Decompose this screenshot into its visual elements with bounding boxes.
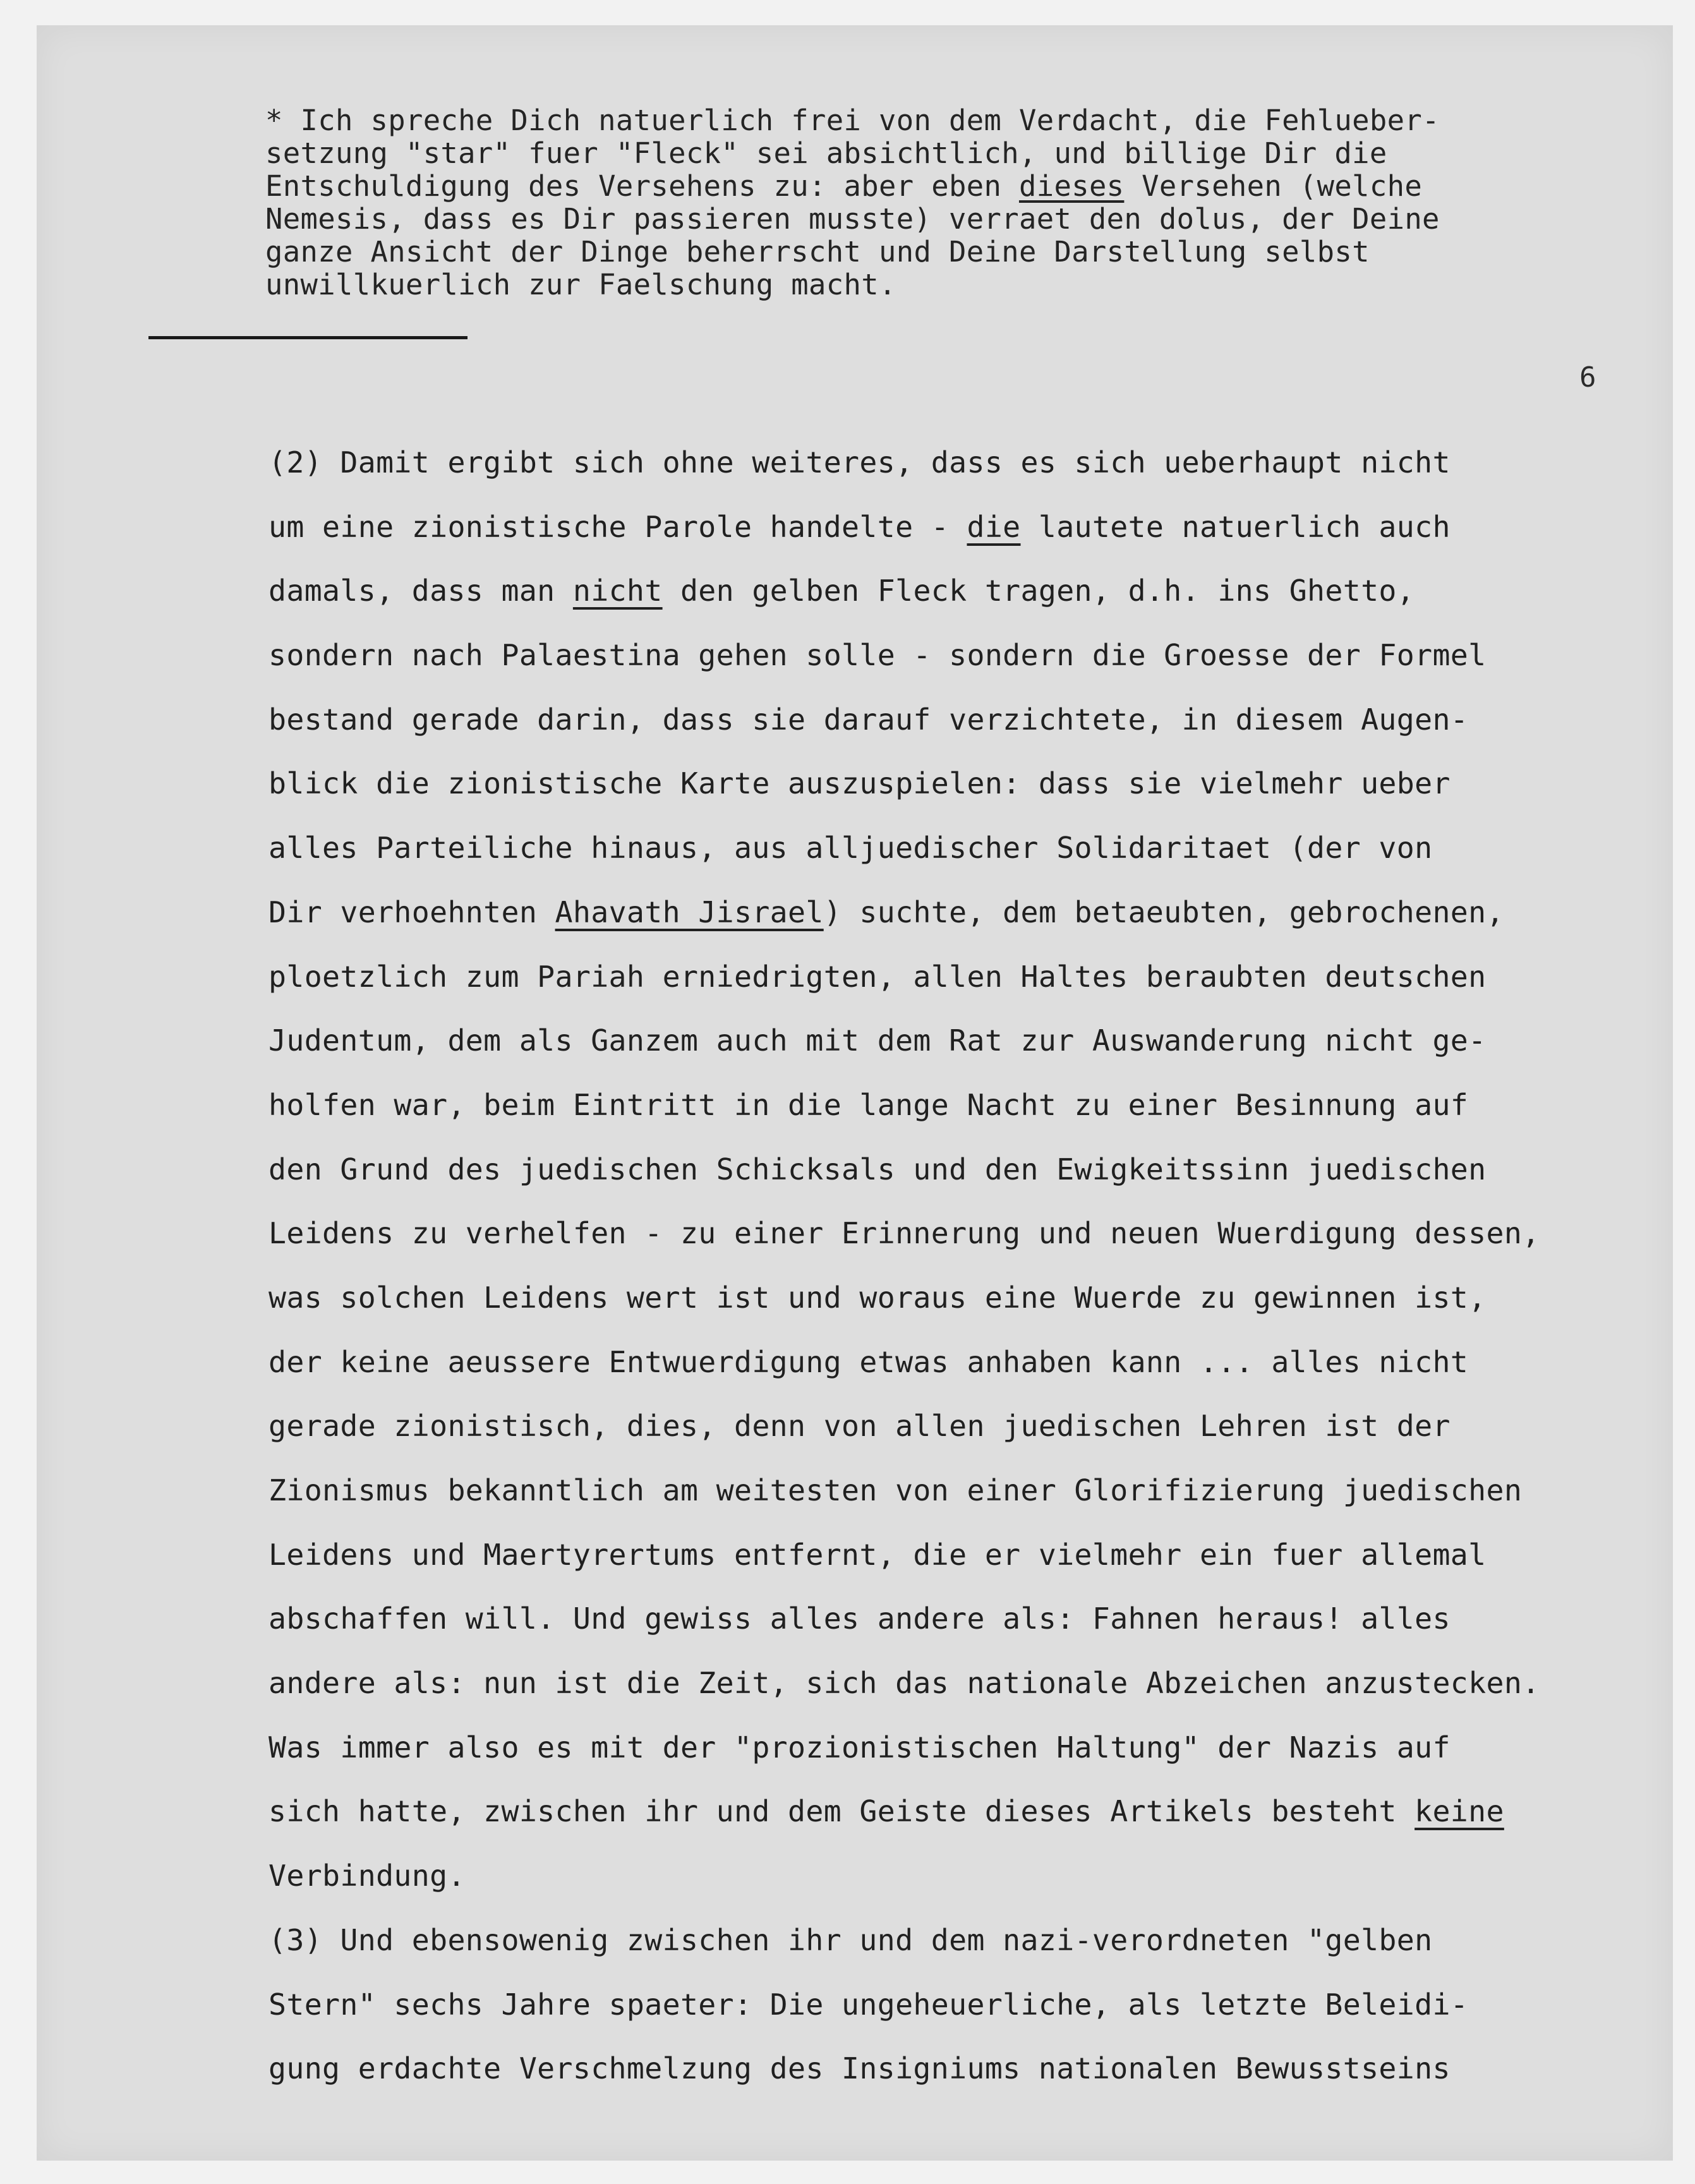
underlined-word: die: [967, 509, 1021, 544]
underlined-word: nicht: [572, 574, 663, 608]
text-run: was solchen Leidens wert ist und woraus eine Wuerde zu gewinnen ist,: [268, 1280, 1487, 1315]
body-line: [268, 1202, 1658, 1266]
text-run: Versehen (welche: [1124, 169, 1423, 203]
text-run: setzung "star" fuer "Fleck" sei absichtlich, und billige Dir die: [265, 136, 1387, 170]
text-run: Stern" sechs Jahre spaeter: Die ungeheuerliche, als letzte Beleidi-: [268, 1987, 1469, 2022]
text-run: holfen war, beim Eintritt in die lange Nacht zu einer Besinnung auf: [268, 1087, 1469, 1122]
footnote: [265, 104, 1643, 301]
text-run: sondern nach Palaestina gehen solle - sondern die Groesse der Formel: [268, 638, 1487, 673]
text-run: Judentum, dem als Ganzem auch mit dem Rat zur Auswanderung nicht ge-: [268, 1023, 1487, 1058]
text-run: ) suchte, dem betaeubten, gebrochenen,: [823, 895, 1504, 929]
body-line: [268, 495, 1658, 560]
body-line: [268, 1716, 1658, 1780]
body-line: [268, 1844, 1658, 1909]
body-line: [268, 881, 1658, 945]
body-line: [268, 1394, 1658, 1459]
text-run: lautete natuerlich auch: [1020, 509, 1451, 544]
footnote-separator-rule: [148, 336, 467, 339]
text-run: gung erdachte Verschmelzung des Insigniums nationalen Bewusstseins: [268, 2051, 1451, 2086]
text-run: der keine aeussere Entwuerdigung etwas anhaben kann ... alles nicht: [268, 1344, 1469, 1379]
body-line: [268, 1909, 1658, 1973]
body-line: [268, 1266, 1658, 1330]
text-run: den gelben Fleck tragen, d.h. ins Ghetto,: [662, 574, 1415, 608]
text-run: gerade zionistisch, dies, denn von allen juedischen Lehren ist der: [268, 1409, 1451, 1444]
body-line: [268, 1138, 1658, 1202]
underlined-word: keine: [1415, 1794, 1504, 1829]
body-line: [268, 945, 1658, 1010]
text-run: Zionismus bekanntlich am weitesten von einer Glorifizierung juedischen: [268, 1473, 1523, 1507]
body-line: [268, 752, 1658, 816]
text-run: den Grund des juedischen Schicksals und den Ewigkeitssinn juedischen: [268, 1152, 1487, 1186]
text-run: blick die zionistische Karte auszuspielen: dass sie vielmehr ueber: [268, 766, 1451, 801]
body-text: [268, 431, 1658, 2101]
footnote-line: [265, 137, 1643, 170]
body-line: [268, 1459, 1658, 1523]
body-line: [268, 2037, 1658, 2101]
text-run: andere als: nun ist die Zeit, sich das nationale Abzeichen anzustecken.: [268, 1666, 1540, 1701]
body-line: [268, 1973, 1658, 2037]
text-run: Dir verhoehnten: [268, 895, 555, 929]
text-run: Leidens zu verhelfen - zu einer Erinnerung und neuen Wuerdigung dessen,: [268, 1216, 1540, 1251]
body-line: [268, 688, 1658, 752]
text-run: bestand gerade darin, dass sie darauf verzichtete, in diesem Augen-: [268, 702, 1469, 737]
body-line: [268, 1651, 1658, 1716]
body-line: [268, 816, 1658, 881]
text-run: (3) Und ebensowenig zwischen ihr und dem nazi-verordneten "gelben: [268, 1922, 1433, 1957]
body-line: [268, 1587, 1658, 1651]
body-line: [268, 1009, 1658, 1073]
text-run: Entschuldigung des Versehens zu: aber eben: [265, 169, 1019, 203]
footnote-line: [265, 203, 1643, 236]
body-line: [268, 559, 1658, 624]
body-line: [268, 624, 1658, 688]
footnote-line: [265, 268, 1643, 301]
text-run: Was immer also es mit der "prozionistischen Haltung" der Nazis auf: [268, 1730, 1451, 1765]
body-line: [268, 1523, 1658, 1588]
text-run: Leidens und Maertyrertums entfernt, die er vielmehr ein fuer allemal: [268, 1537, 1487, 1572]
body-line: [268, 431, 1658, 495]
underlined-word: dieses: [1018, 169, 1125, 203]
body-line: [268, 1780, 1658, 1844]
footnote-line: [265, 236, 1643, 268]
footnote-line: [265, 104, 1643, 137]
text-run: (2) Damit ergibt sich ohne weiteres, dass es sich ueberhaupt nicht: [268, 445, 1451, 480]
text-run: ganze Ansicht der Dinge beherrscht und Deine Darstellung selbst: [265, 235, 1370, 268]
body-line: [268, 1330, 1658, 1395]
text-run: sich hatte, zwischen ihr und dem Geiste dieses Artikels besteht: [268, 1794, 1415, 1829]
text-run: ploetzlich zum Pariah erniedrigten, allen Haltes beraubten deutschen: [268, 959, 1487, 994]
text-run: * Ich spreche Dich natuerlich frei von dem Verdacht, die Fehlueber-: [265, 104, 1440, 137]
text-run: um eine zionistische Parole handelte -: [268, 509, 967, 544]
text-run: unwillkuerlich zur Faelschung macht.: [265, 268, 896, 301]
text-run: Nemesis, dass es Dir passieren musste) verraet den dolus, der Deine: [265, 202, 1440, 236]
text-run: damals, dass man: [268, 574, 573, 608]
page-number: 6: [1579, 361, 1596, 394]
footnote-line: [265, 170, 1643, 203]
underlined-word: Ahavath Jisrael: [555, 895, 824, 929]
text-run: abschaffen will. Und gewiss alles andere als: Fahnen heraus! alles: [268, 1602, 1451, 1636]
text-run: Verbindung.: [268, 1859, 466, 1893]
text-run: alles Parteiliche hinaus, aus alljuedischer Solidaritaet (der von: [268, 831, 1433, 866]
body-line: [268, 1073, 1658, 1138]
